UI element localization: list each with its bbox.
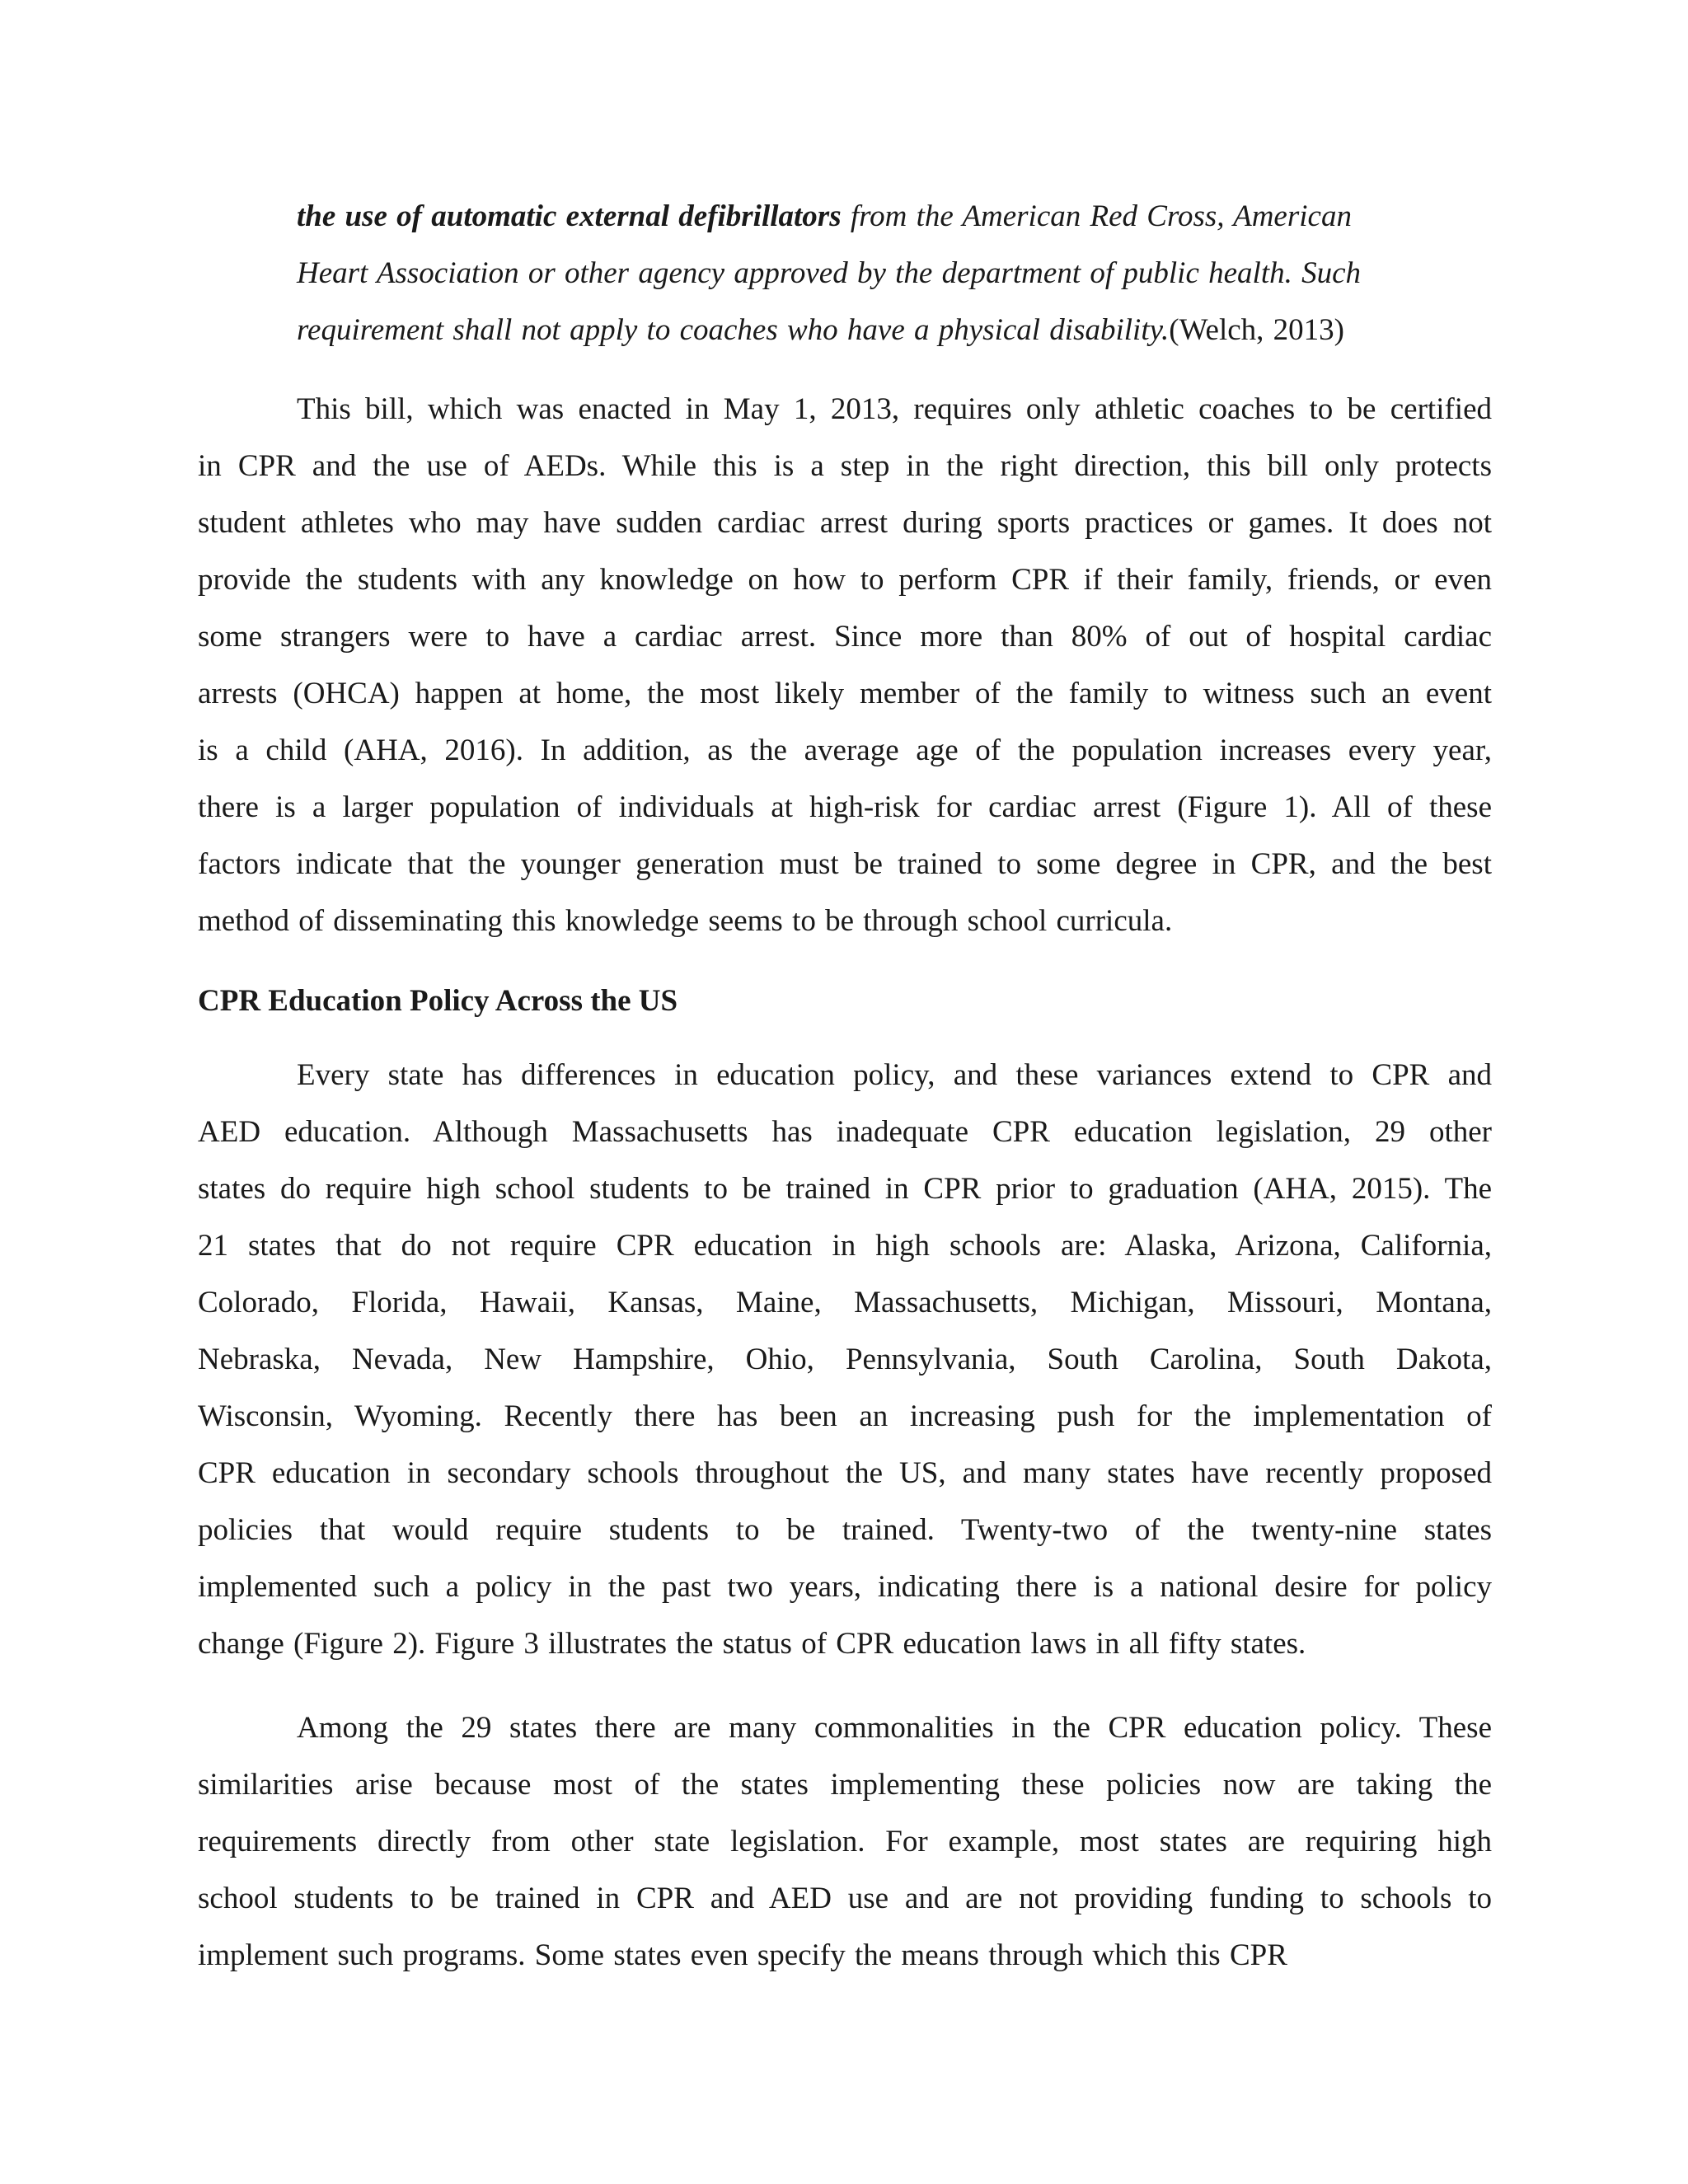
quote-line-3-text: requirement shall not apply to coaches who have a physical disability. [297,313,1170,347]
paragraph-line: AED education. Although Massachusetts has inadequate CPR education legislation, 29 other [198,1115,1492,1149]
paragraph-line: Every state has differences in education policy, and these variances extend to CPR and [297,1058,1492,1092]
paragraph-line: requirements directly from other state legislation. For example, most states are requiring high [198,1825,1492,1858]
paragraph-line: arrests (OHCA) happen at home, the most likely member of the family to witness such an event [198,677,1492,710]
paragraph-line: some strangers were to have a cardiac arrest. Since more than 80% of out of hospital cardiac [198,620,1492,654]
paragraph-line: similarities arise because most of the states implementing these policies now are taking the [198,1768,1492,1802]
paragraph-line: change (Figure 2). Figure 3 illustrates the status of CPR education laws in all fifty states. [198,1627,1306,1661]
paragraph-line: policies that would require students to be trained. Twenty-two of the twenty-nine states [198,1513,1492,1547]
paragraph-line: school students to be trained in CPR and AED use and are not providing funding to schools to [198,1882,1492,1915]
paragraph-line: provide the students with any knowledge on how to perform CPR if their family, friends, or even [198,563,1492,597]
paragraph-line: Nebraska, Nevada, New Hampshire, Ohio, Pennsylvania, South Carolina, South Dakota, [198,1343,1492,1376]
paragraph-line: Among the 29 states there are many commonalities in the CPR education policy. These [297,1711,1492,1745]
paragraph-1 [198,381,1492,949]
paragraph-line: This bill, which was enacted in May 1, 2013, requires only athletic coaches to be certified [297,392,1492,426]
paragraph-line: implement such programs. Some states even specify the means through which this CPR [198,1938,1287,1972]
paragraph-line: implemented such a policy in the past two years, indicating there is a national desire for policy [198,1570,1492,1604]
paragraph-line: there is a larger population of individuals at high-risk for cardiac arrest (Figure 1). All of these [198,790,1492,824]
paragraph-line: Wisconsin, Wyoming. Recently there has been an increasing push for the implementation of [198,1399,1492,1433]
paragraph-line: factors indicate that the younger generation must be trained to some degree in CPR, and the best [198,847,1492,881]
section-heading: CPR Education Policy Across the US [198,984,678,1018]
paragraph-line: in CPR and the use of AEDs. While this is a step in the right direction, this bill only protects [198,449,1492,483]
paragraph-3 [198,1699,1492,1984]
quote-line-1 [297,188,1442,245]
paragraph-2 [198,1047,1492,1672]
paragraph-line: method of disseminating this knowledge seems to be through school curricula. [198,904,1173,938]
quote-citation: (Welch, 2013) [1169,313,1344,347]
paragraph-line: CPR education in secondary schools throughout the US, and many states have recently proposed [198,1456,1492,1490]
paragraph-line: is a child (AHA, 2016). In addition, as the average age of the population increases every year, [198,733,1492,767]
quote-line-1-rest: from the American Red Cross, American [841,199,1352,233]
paragraph-line: 21 states that do not require CPR education in high schools are: Alaska, Arizona, California, [198,1229,1492,1263]
block-quote [297,188,1442,359]
quote-bold-text: the use of automatic external defibrillators [297,199,842,233]
paragraph-line: student athletes who may have sudden cardiac arrest during sports practices or games. It does not [198,506,1492,540]
quote-line-3 [297,302,1442,359]
paragraph-line: Colorado, Florida, Hawaii, Kansas, Maine, Massachusetts, Michigan, Missouri, Montana, [198,1286,1492,1319]
paragraph-line: states do require high school students to be trained in CPR prior to graduation (AHA, 2015). The [198,1172,1492,1206]
quote-line-2: Heart Association or other agency approved by the department of public health. Such [297,256,1362,290]
